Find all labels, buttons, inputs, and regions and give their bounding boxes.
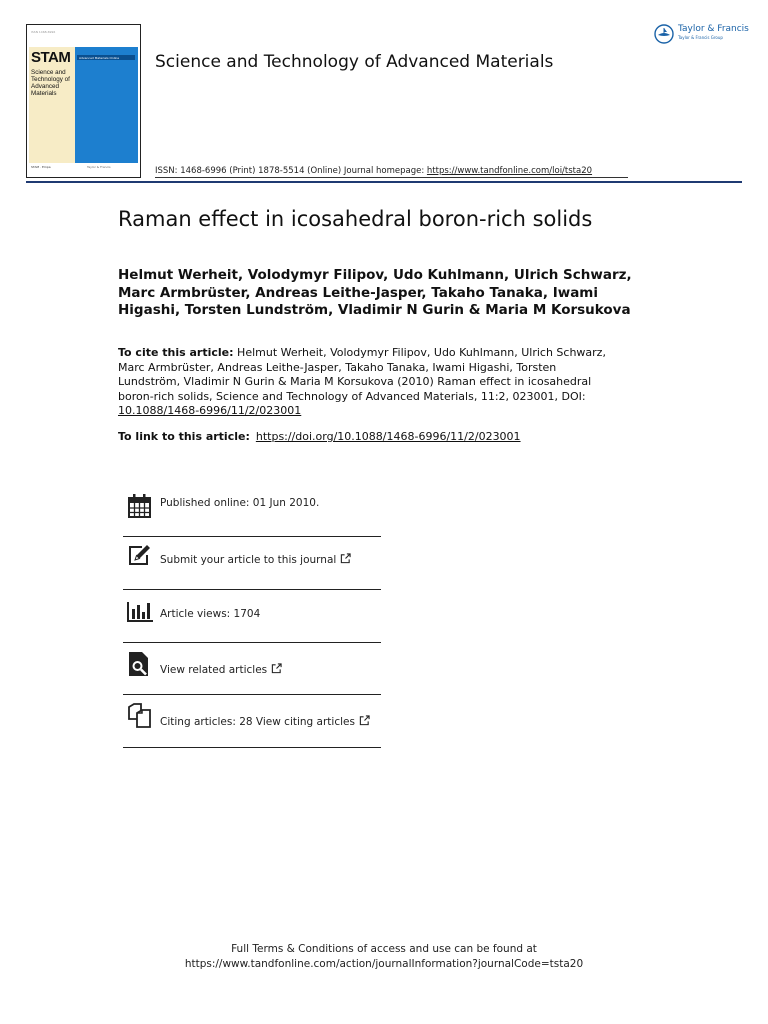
publisher-logo[interactable] [654,22,749,46]
cover-banner-text: Science and Technology [79,33,115,37]
taylor-francis-logo-icon [654,24,674,44]
submit-article-row[interactable] [123,537,381,590]
info-divider [123,747,381,748]
citation-block [118,346,618,419]
issn-text: ISSN: 1468-6996 (Print) 1878-5514 (Online) Journal homepage: [155,166,425,176]
related-articles-row[interactable] [123,643,381,695]
citing-articles-text: Citing articles: 28 View citing articles [160,716,355,728]
cover-header-text: ISSN 1468-6996 [31,30,56,34]
footer-terms [0,942,768,972]
journal-name: Science and Technology of Advanced Materials [155,52,554,72]
footer-terms-link[interactable]: https://www.tandfonline.com/action/journalInformation?journalCode=tsta20 [184,958,584,970]
submit-article-text: Submit your article to this journal [160,554,337,566]
publisher-name: Taylor & Francis [678,24,749,34]
bar-chart-icon [127,599,153,625]
issn-divider [155,177,628,178]
external-link-icon [340,553,351,564]
footer-line-1: Full Terms & Conditions of access and use can be found at [231,943,537,955]
article-views-text: Article views: 1704 [160,608,261,620]
article-views-row [123,590,381,643]
issn-line [155,166,592,176]
article-title: Raman effect in icosahedral boron-rich solids [118,207,593,231]
header-divider [26,181,742,183]
citing-articles-row[interactable] [123,695,381,748]
article-link-line [118,430,521,443]
cover-bar-text: Advanced Materials Online [79,56,120,60]
external-link-icon [359,715,370,726]
cover-acronym: STAM [31,49,71,66]
published-online-text: Published online: 01 Jun 2010. [160,497,320,509]
external-link-icon [271,663,282,674]
related-articles-text: View related articles [160,664,268,676]
document-search-icon [127,651,153,677]
citation-doi-link[interactable]: 10.1088/1468-6996/11/2/023001 [118,404,302,418]
edit-pencil-icon [127,543,153,569]
citation-label: To cite this article: [118,346,234,359]
calendar-icon [127,493,153,519]
article-link-label: To link to this article: [118,430,250,443]
article-authors: Helmut Werheit, Volodymyr Filipov, Udo Kuhlmann, Ulrich Schwarz, Marc Armbrüster, Andreas Leithe-Jasper, Takaho Tanaka, Iwami Higashi, Torsten Lundström, Vladimir N Gurin & Maria M Korsukova [118,267,632,318]
related-articles-label [160,663,282,676]
cover-bottom-left: STAM · Empa [31,165,51,169]
citing-articles-label [160,715,370,728]
cover-subtitle: Science and Technology of Advanced Materials [31,69,70,97]
cover-bottom-right: Taylor & Francis [87,165,111,169]
citing-documents-icon [127,703,153,729]
article-doi-link[interactable]: https://doi.org/10.1088/1468-6996/11/2/023001 [255,430,521,443]
submit-article-label [160,553,351,566]
journal-cover [26,24,141,178]
citation-text: Helmut Werheit, Volodymyr Filipov, Udo Kuhlmann, Ulrich Schwarz, Marc Armbrüster, Andreas Leithe-Jasper, Takaho Tanaka, Iwami Higashi, Torsten Lundström, Vladimir N Gurin & Maria M Korsukova (2010) Raman effect in icosahedral boron-rich solids, Science and Technology of Advanced Materials, 11:2, 023001, DOI: [118,346,606,403]
published-online-row [123,485,381,537]
journal-homepage-link[interactable]: https://www.tandfonline.com/loi/tsta20 [426,166,593,176]
cover-blue-panel [75,27,138,173]
publisher-group: Taylor & Francis Group [678,35,723,40]
